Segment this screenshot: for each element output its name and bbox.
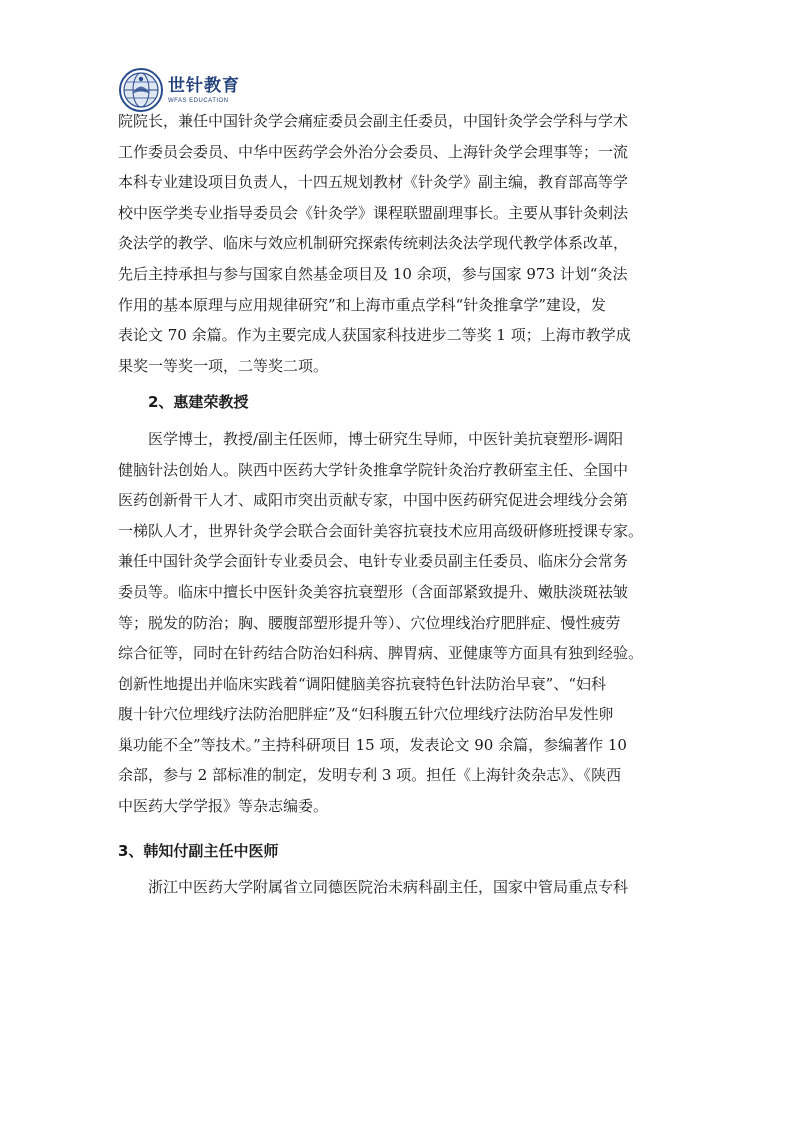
- document-body: [118, 106, 688, 903]
- text-line: 余部，参与 2 部标准的制定，发明专利 3 项。担任《上海针灸杂志》、《陕西: [118, 766, 622, 785]
- text-line: 综合征等，同时在针药结合防治妇科病、脾胃病、亚健康等方面具有独到经验。: [118, 644, 644, 663]
- text-line: 先后主持承担与参与国家自然基金项目及 10 余项，参与国家 973 计划“灸法: [118, 264, 628, 283]
- text-line: 委员等。临床中擅长中医针灸美容抗衰塑形（含面部紧致提升、嫩肤淡斑祛皱: [118, 582, 629, 601]
- section-heading-3: 3、韩知付副主任中医师: [118, 841, 279, 860]
- text-line: 创新性地提出并临床实践着“调阳健脑美容抗衰特色针法防治早衰”、“妇科: [118, 674, 607, 693]
- text-line: 果奖一等奖一项，二等奖二项。: [118, 356, 329, 375]
- text-line: 等；脱发的防治；胸、腰腹部塑形提升等）、穴位埋线治疗肥胖症、慢性疲劳: [118, 613, 621, 632]
- text-line: 院院长，兼任中国针灸学会痛症委员会副主任委员，中国针灸学会学科与学术: [118, 112, 629, 130]
- text-line: 巢功能不全”等技术。”主持科研项目 15 项，发表论文 90 余篇，参编著作 10: [118, 735, 627, 754]
- logo-subtitle: WFAS EDUCATION: [168, 97, 229, 104]
- paragraph-2: [118, 424, 688, 822]
- text-line: 兼任中国针灸学会面针专业委员会、电针专业委员副主任委员、临床分会常务: [118, 552, 629, 571]
- text-line: 腹十针穴位埋线疗法防治肥胖症”及“妇科腹五针穴位埋线疗法防治早发性卵: [118, 705, 614, 724]
- text-line: 医药创新骨干人才、咸阳市突出贡献专家，中国中医药研究促进会埋线分会第: [118, 491, 629, 510]
- text-line: 灸法学的教学、临床与效应机制研究探索传统刺法灸法学现代教学体系改革，: [118, 234, 629, 253]
- text-line: 校中医学类专业指导委员会《针灸学》课程联盟副理事长。主要从事针灸刺法: [118, 203, 629, 222]
- section-heading-2: 2、惠建荣教授: [148, 393, 249, 412]
- text-line: 表论文 70 余篇。作为主要完成人获国家科技进步二等奖 1 项；上海市教学成: [118, 326, 631, 345]
- paragraph-3: [118, 872, 688, 903]
- text-line: 工作委员会委员、中华中医药学会外治分会委员、上海针灸学会理事等；一流: [118, 142, 629, 161]
- text-line: 浙江中医药大学附属省立同德医院治未病科副主任，国家中管局重点专科: [148, 878, 629, 897]
- text-line: 本科专业建设项目负责人，十四五规划教材《针灸学》副主编，教育部高等学: [118, 173, 629, 192]
- logo-name: 世针教育: [168, 75, 240, 96]
- paragraph-1: [118, 106, 688, 381]
- text-line: 作用的基本原理与应用规律研究”和上海市重点学科“针灸推拿学”建设，发: [118, 295, 607, 314]
- text-line: 医学博士，教授/副主任医师，博士研究生导师，中医针美抗衰塑形-调阳: [148, 429, 624, 448]
- text-line: 一梯队人才，世界针灸学会联合会面针美容抗衰技术应用高级研修班授课专家。: [118, 521, 644, 540]
- text-line: 中医药大学学报》等杂志编委。: [118, 797, 329, 816]
- text-line: 健脑针法创始人。陕西中医药大学针灸推拿学院针灸治疗教研室主任、全国中: [118, 460, 629, 479]
